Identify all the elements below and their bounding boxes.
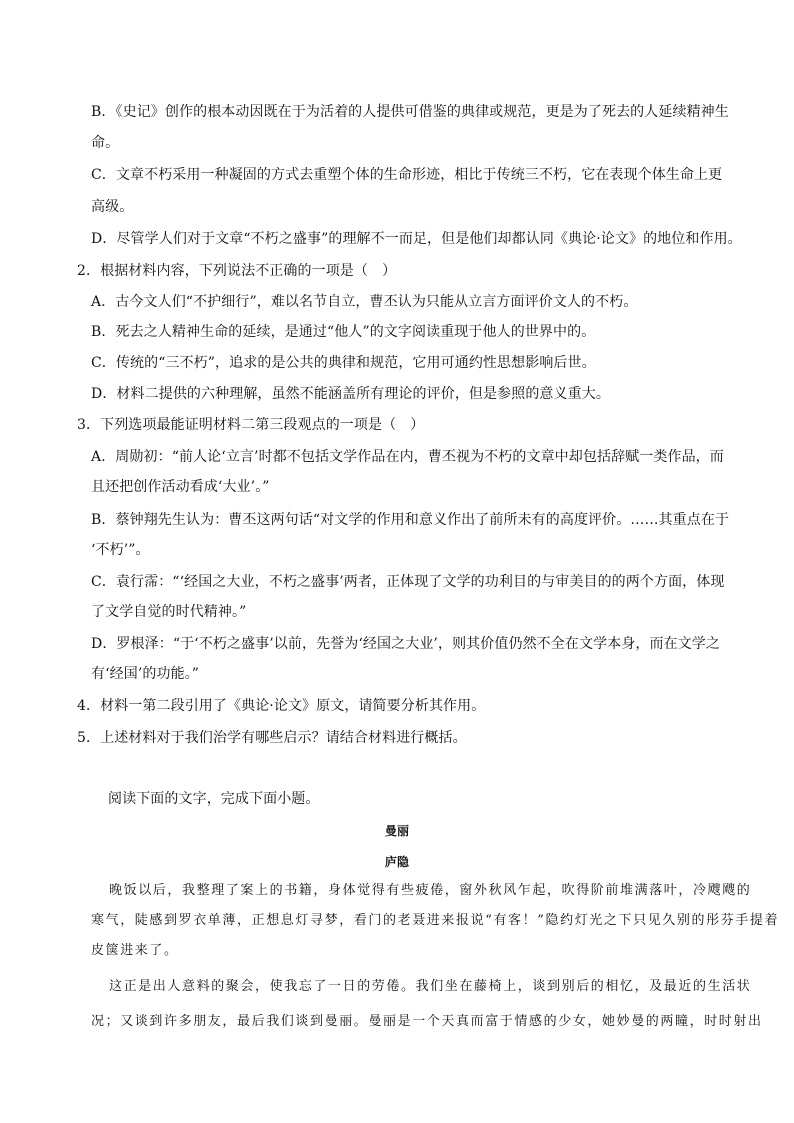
- story-p1-line1: 晚饭以后，我整理了案上的书籍，身体觉得有些疲倦，窗外秋风乍起，吹得阶前堆满落叶，冷飕飕的: [109, 883, 752, 898]
- q3-option-c-line1: C．袁行霈：“‘经国之大业，不朽之盛事’两者，正体现了文学的功利目的与审美目的的两个方面，体现: [91, 574, 725, 590]
- q1-option-d: D．尽管学人们对于文章“不朽之盛事”的理解不一而足，但是他们却都认同《典论·论文》的地位和作用。: [91, 231, 742, 247]
- q1-option-b-line2: 命。: [91, 135, 120, 151]
- q3-option-d-line2: 有‘经国’的功能。”: [91, 666, 200, 682]
- q2-option-d: D．材料二提供的六种理解，虽然不能涵盖所有理论的评价，但是参照的意义重大。: [91, 386, 610, 402]
- q3-option-b-line2: ‘不朽’”。: [91, 542, 150, 558]
- q2-option-b: B．死去之人精神生命的延续，是通过“他人”的文字阅读重现于他人的世界中的。: [91, 324, 596, 340]
- q3-stem: 3．下列选项最能证明材料二第三段观点的一项是（ ）: [77, 417, 425, 433]
- q3-option-b-line1: B．蔡钟翔先生认为：曹丕这两句话“对文学的作用和意义作出了前所未有的高度评价。……其重点在于: [91, 512, 730, 528]
- q3-option-a-line1: A．周勋初：“前人论‘立言’时都不包括文学作品在内，曹丕视为不朽的文章中却包括辞赋一类作品，而: [91, 449, 724, 465]
- story-p2-line2: 况；又谈到许多朋友，最后我们谈到曼丽。曼丽是一个天真而富于情感的少女，她妙曼的两瞳，时时射出: [91, 1014, 763, 1029]
- q4-stem: 4．材料一第二段引用了《典论·论文》原文，请简要分析其作用。: [77, 698, 486, 714]
- q5-stem: 5．上述材料对于我们治学有哪些启示？请结合材料进行概括。: [77, 730, 467, 746]
- q1-option-c-line2: 高级。: [91, 199, 134, 215]
- reading-instruction: 阅读下面的文字，完成下面小题。: [108, 791, 320, 807]
- story-p2-line1: 这正是出人意料的聚会，使我忘了一日的劳倦。我们坐在藤椅上，谈到别后的相忆，及最近的生活状: [109, 979, 752, 994]
- story-author: 庐隐: [384, 855, 410, 869]
- story-title: 曼丽: [384, 824, 410, 838]
- story-p1-line2: 寒气，陡感到罗衣单薄，正想息灯寻梦，看门的老聂进来报说“有客！”隐约灯光之下只见久别的彤芬手提着: [91, 913, 780, 928]
- q1-option-b-line1: B．《史记》创作的根本动因既在于为活着的人提供可借鉴的典律或规范，更是为了死去的人延续精神生: [91, 104, 729, 120]
- q2-option-c: C．传统的“三不朽”，追求的是公共的典律和规范，它用可通约性思想影响后世。: [91, 355, 596, 371]
- q2-stem: 2．根据材料内容，下列说法不正确的一项是（ ）: [77, 263, 397, 279]
- q2-option-a: A．古今文人们“不护细行”，难以名节自立，曹丕认为只能从立言方面评价文人的不朽。: [91, 294, 638, 310]
- story-p1-line3: 皮箧进来了。: [91, 943, 179, 958]
- q3-option-d-line1: D．罗根泽：“于‘不朽之盛事’以前，先誉为‘经国之大业’，则其价值仍然不全在文学本身，而在文学之: [91, 636, 720, 652]
- q1-option-c-line1: C．文章不朽采用一种凝固的方式去重塑个体的生命形迹，相比于传统三不朽，它在表现个体生命上更: [91, 167, 723, 183]
- q3-option-a-line2: 且还把创作活动看成‘大业’。”: [91, 479, 270, 495]
- q3-option-c-line2: 了文学自觉的时代精神。”: [91, 604, 247, 620]
